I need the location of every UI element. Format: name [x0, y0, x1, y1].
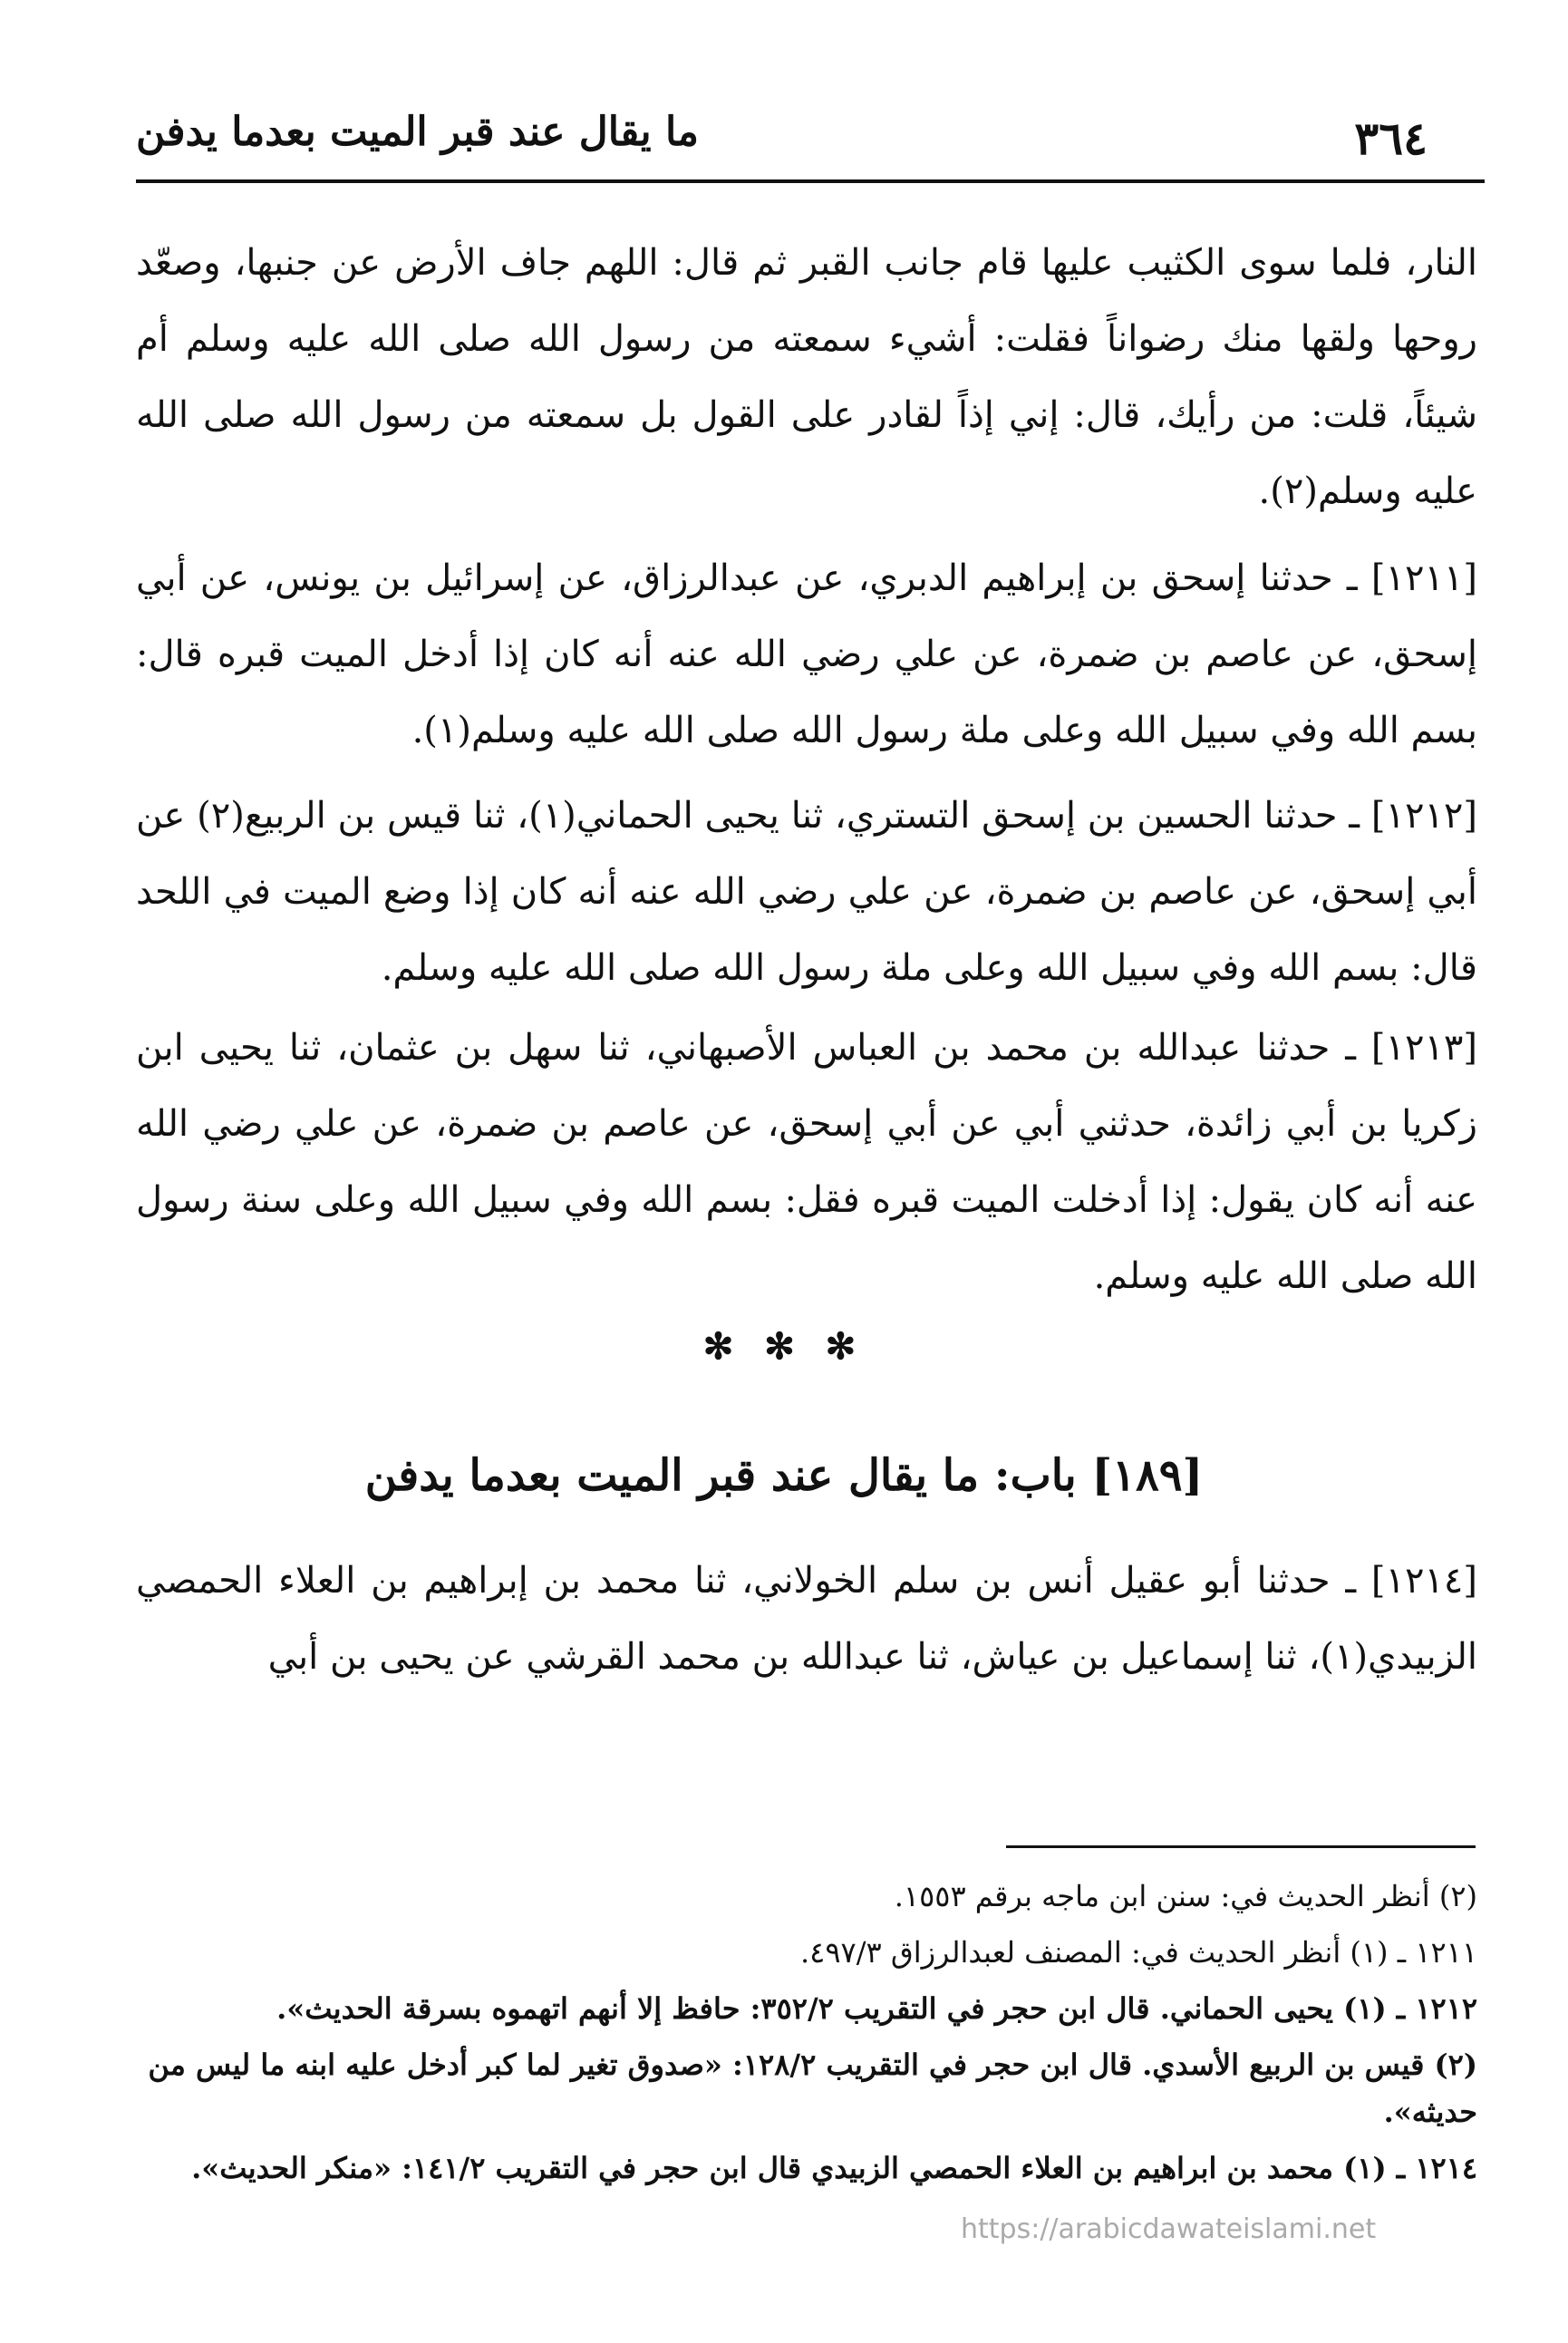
paragraph-continuation [136, 225, 1477, 529]
paragraph-text: [١٢١١] ـ حدثنا إسحق بن إبراهيم الدبري، عن عبدالرزاق، عن إسرائيل بن يونس، عن أبي إسحق، عن عاصم بن ضمرة، عن علي رضي الله عنه أنه كان إذا أدخل الميت قبره قال: بسم الله وفي سبيل الله وعلى ملة رسول الله صلى الله عليه وسلم(١). [136, 557, 1477, 751]
footnote: ١٢١١ ـ (١) أنظر الحديث في: المصنف لعبدالرزاق ٤٩٧/٣. [799, 1935, 1477, 1970]
section-separator: ✻ ✻ ✻ [702, 1325, 866, 1368]
page-number: ٣٦٤ [1354, 111, 1428, 165]
paragraph-text: [١٢١٢] ـ حدثنا الحسين بن إسحق التستري، ثنا يحيى الحماني(١)، ثنا قيس بن الربيع(٢) عن أبي إسحق، عن عاصم بن ضمرة، عن علي رضي الله عنه أنه كان إذا وضع الميت في اللحد قال: بسم الله وفي سبيل الله وعلى ملة رسول الله صلى الله عليه وسلم. [136, 795, 1477, 989]
chapter-heading: [١٨٩] باب: ما يقال عند قبر الميت بعدما يدفن [364, 1450, 1204, 1501]
footnote-rule [1006, 1845, 1476, 1848]
paragraph-text: النار، فلما سوى الكثيب عليها قام جانب القبر ثم قال: اللهم جاف الأرض عن جنبها، وصعّد روحها ولقها منك رضواناً فقلت: أشيء سمعته من رسول الله صلى الله عليه وسلم أم شيئاً، قلت: من رأيك، قال: إني إذاً لقادر على القول بل سمعته من رسول الله صلى الله عليه وسلم(٢). [136, 242, 1477, 512]
hadith-1212 [136, 778, 1477, 1006]
footnotes [136, 1873, 1477, 2201]
hadith-1214 [136, 1543, 1477, 1695]
paragraph-text: [١٢١٤] ـ حدثنا أبو عقيل أنس بن سلم الخولاني، ثنا محمد بن إبراهيم بن العلاء الحمصي الزبيدي(١)، ثنا إسماعيل بن عياش، ثنا عبدالله بن محمد القرشي عن يحيى بن أبي [136, 1560, 1477, 1678]
watermark-url: https://arabicdawateislami.net [961, 2213, 1377, 2245]
running-title: ما يقال عند قبر الميت بعدما يدفن [136, 109, 699, 155]
paragraph-text: [١٢١٣] ـ حدثنا عبدالله بن محمد بن العباس الأصبهاني، ثنا سهل بن عثمان، ثنا يحيى ابن زكريا بن أبي زائدة، حدثني أبي عن أبي إسحق، عن عاصم بن ضمرة، عن علي رضي الله عنه أنه كان يقول: إذا أدخلت الميت قبره فقل: بسم الله وفي سبيل الله وعلى سنة رسول الله صلى الله عليه وسلم. [136, 1027, 1478, 1297]
hadith-1211 [136, 540, 1477, 769]
footnote: (٢) أنظر الحديث في: سنن ابن ماجه برقم ١٥٥٣. [894, 1879, 1477, 1913]
header-rule [136, 179, 1485, 183]
footnote: (٢) قيس بن الربيع الأسدي. قال ابن حجر في التقريب ١٢٨/٢: «صدوق تغير لما كبر أدخل عليه ابنه ما ليس من حديثه». [148, 2048, 1477, 2129]
footnote: ١٢١٤ ـ (١) محمد بن ابراهيم بن العلاء الحمصي الزبيدي قال ابن حجر في التقريب ١٤١/٢: «منكر الحديث». [191, 2151, 1477, 2185]
hadith-1213 [136, 1010, 1477, 1314]
footnote: ١٢١٢ ـ (١) يحيى الحماني. قال ابن حجر في التقريب ٣٥٢/٢: حافظ إلا أنهم اتهموه بسرقة الحديث». [276, 1991, 1477, 2026]
